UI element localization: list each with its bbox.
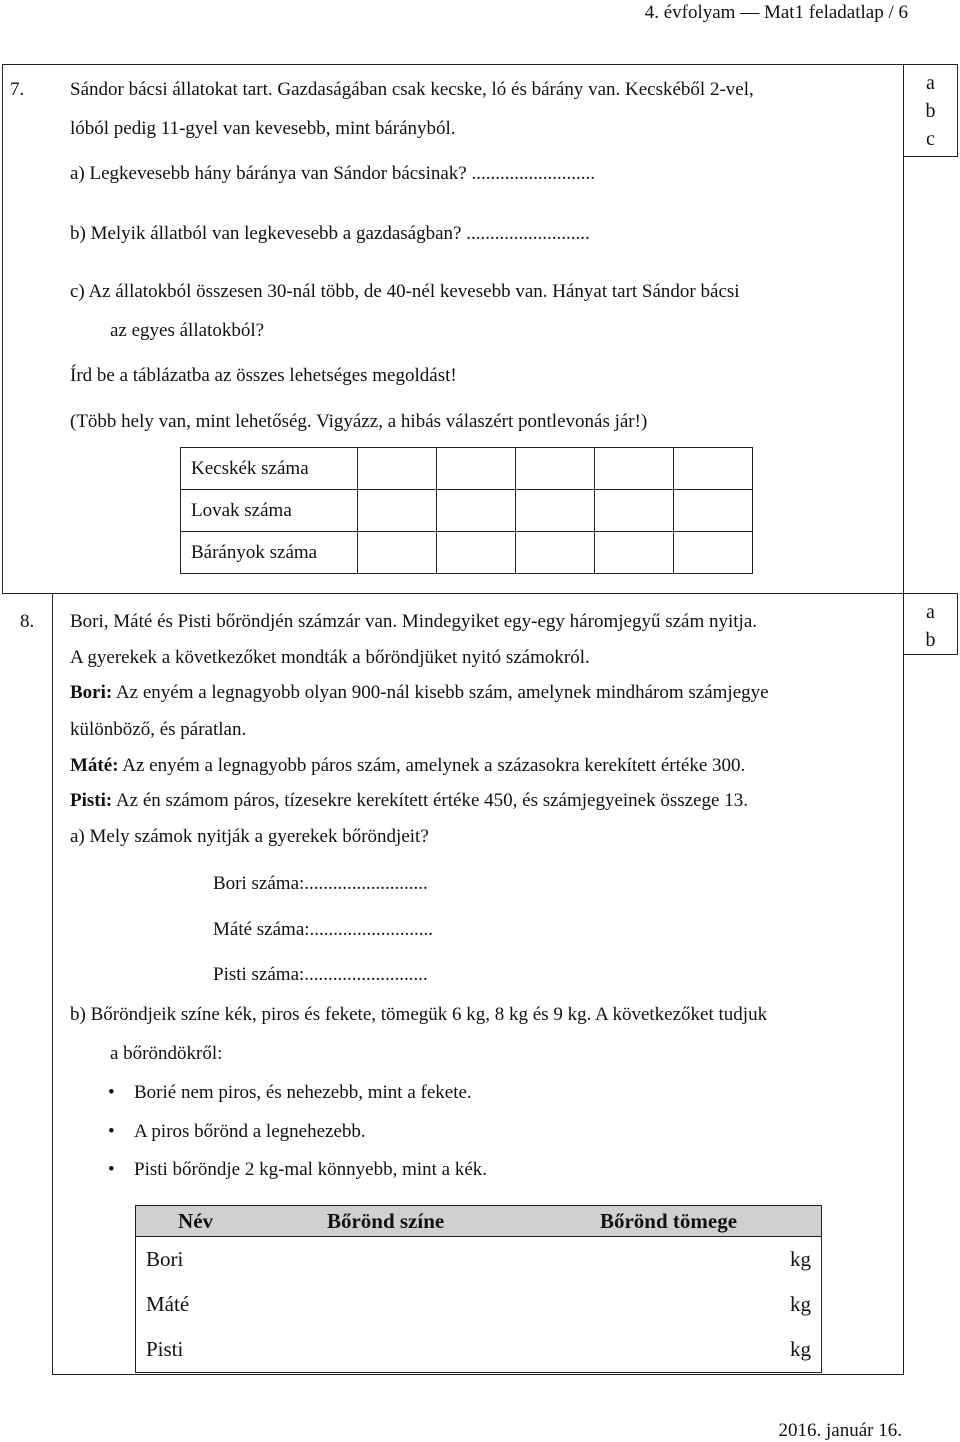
task7-question-b: b) Melyik állatból van legkevesebb a gazdaságban? .......................... (70, 223, 590, 244)
mate-label: Máté: (70, 755, 119, 776)
cell[interactable] (358, 490, 437, 532)
task7-text-1: Sándor bácsi állatokat tart. Gazdaságában csak kecske, ló és bárány van. Kecskéből 2-vel, (70, 79, 754, 100)
table-row (136, 1282, 822, 1327)
task8-mate-statement (70, 755, 745, 777)
task7-question-c1: c) Az állatokból összesen 30-nál több, de 40-nél kevesebb van. Hányat tart Sándor bácsi (70, 281, 740, 302)
task8-score-box (903, 593, 958, 655)
task8-question-a: a) Mely számok nyitják a gyerekek bőröndjeit? (70, 826, 429, 847)
task7-number: 7. (10, 79, 25, 100)
cell[interactable] (516, 532, 595, 574)
score-c: c (926, 128, 935, 150)
task7-text-2: lóból pedig 11-gyel van kevesebb, mint bárányból. (70, 118, 456, 139)
header-weight: Bőrönd tömege (516, 1206, 821, 1237)
row-label-goats: Kecskék száma (181, 448, 358, 490)
row-name: Pisti (146, 1337, 184, 1361)
page-header: 4. évfolyam — Mat1 feladatlap / 6 (644, 2, 908, 23)
cell[interactable] (674, 490, 753, 532)
cell[interactable] (516, 490, 595, 532)
task8-bori-statement-2: különböző, és páratlan. (70, 719, 247, 740)
task7-question-a: a) Legkevesebb hány báránya van Sándor bácsinak? .......................... (70, 163, 595, 184)
cell[interactable] (595, 490, 674, 532)
bullet-icon: • (108, 1159, 115, 1180)
header-color: Bőrönd színe (255, 1206, 516, 1237)
mate-text: Az enyém a legnagyobb páros szám, amelynek a százasokra kerekített értéke 300. (118, 755, 746, 776)
clue-3: Pisti bőröndje 2 kg-mal könnyebb, mint a kék. (134, 1159, 488, 1180)
task8-text-2: A gyerekek a következőket mondták a bőröndjüket nyitó számokról. (70, 647, 590, 668)
score-a: a (926, 72, 935, 94)
answer-pisti[interactable]: Pisti száma:.......................... (213, 964, 428, 985)
row-name: Máté (146, 1292, 190, 1316)
pisti-label: Pisti: (70, 790, 113, 811)
score-a: a (926, 601, 935, 623)
cell[interactable] (674, 532, 753, 574)
row-name: Bori (146, 1247, 184, 1271)
task8-bori-statement (70, 682, 769, 704)
answer-bori[interactable]: Bori száma:.......................... (213, 873, 428, 894)
task8-pisti-statement (70, 790, 748, 812)
score-b: b (925, 100, 936, 122)
row-label-sheep: Bárányok száma (181, 532, 358, 574)
task7-question-c2: az egyes állatokból? (110, 320, 265, 341)
bori-text: Az enyém a legnagyobb olyan 900-nál kisebb szám, amelynek mindhárom számjegye (112, 682, 769, 703)
cell[interactable] (358, 532, 437, 574)
color-cell[interactable] (255, 1327, 516, 1373)
clue-2: A piros bőrönd a legnehezebb. (134, 1121, 366, 1142)
cell[interactable] (674, 448, 753, 490)
header-name: Név (136, 1206, 256, 1237)
answer-mate[interactable]: Máté száma:.......................... (213, 919, 434, 940)
suitcase-table (135, 1205, 822, 1373)
task7-score-box (903, 64, 958, 157)
cell[interactable] (516, 448, 595, 490)
pisti-text: Az én számom páros, tízesekre kerekített értéke 450, és számjegyeinek összege 13. (112, 790, 748, 811)
task8-text-1: Bori, Máté és Pisti bőröndjén számzár van. Mindegyiket egy-egy háromjegyű szám nyitja. (70, 611, 757, 632)
cell[interactable] (437, 532, 516, 574)
clue-1: Borié nem piros, és nehezebb, mint a fekete. (134, 1082, 472, 1103)
color-cell[interactable] (255, 1282, 516, 1327)
page-footer: 2016. január 16. (778, 1420, 902, 1441)
cell[interactable] (437, 490, 516, 532)
task7-table (180, 447, 753, 574)
task8-question-b1: b) Bőröndjeik színe kék, piros és fekete, tömegük 6 kg, 8 kg és 9 kg. A következőket tudjuk (70, 1004, 768, 1025)
bori-label: Bori: (70, 682, 113, 703)
table-row (136, 1237, 822, 1283)
cell[interactable] (437, 448, 516, 490)
score-b: b (925, 629, 936, 651)
row-label-horses: Lovak száma (181, 490, 358, 532)
table-row (136, 1327, 822, 1373)
color-cell[interactable] (255, 1237, 516, 1283)
cell[interactable] (595, 448, 674, 490)
task7-question-c3: Írd be a táblázatba az összes lehetséges megoldást! (70, 365, 457, 386)
bullet-icon: • (108, 1121, 115, 1142)
cell[interactable] (358, 448, 437, 490)
weight-unit[interactable]: kg (790, 1247, 811, 1271)
weight-unit[interactable]: kg (790, 1337, 811, 1361)
bullet-icon: • (108, 1082, 115, 1103)
task8-number: 8. (20, 611, 35, 632)
weight-unit[interactable]: kg (790, 1292, 811, 1316)
task8-question-b2: a bőröndökről: (110, 1043, 223, 1064)
cell[interactable] (595, 532, 674, 574)
task7-question-c4: (Több hely van, mint lehetőség. Vigyázz, a hibás válaszért pontlevonás jár!) (70, 411, 648, 432)
